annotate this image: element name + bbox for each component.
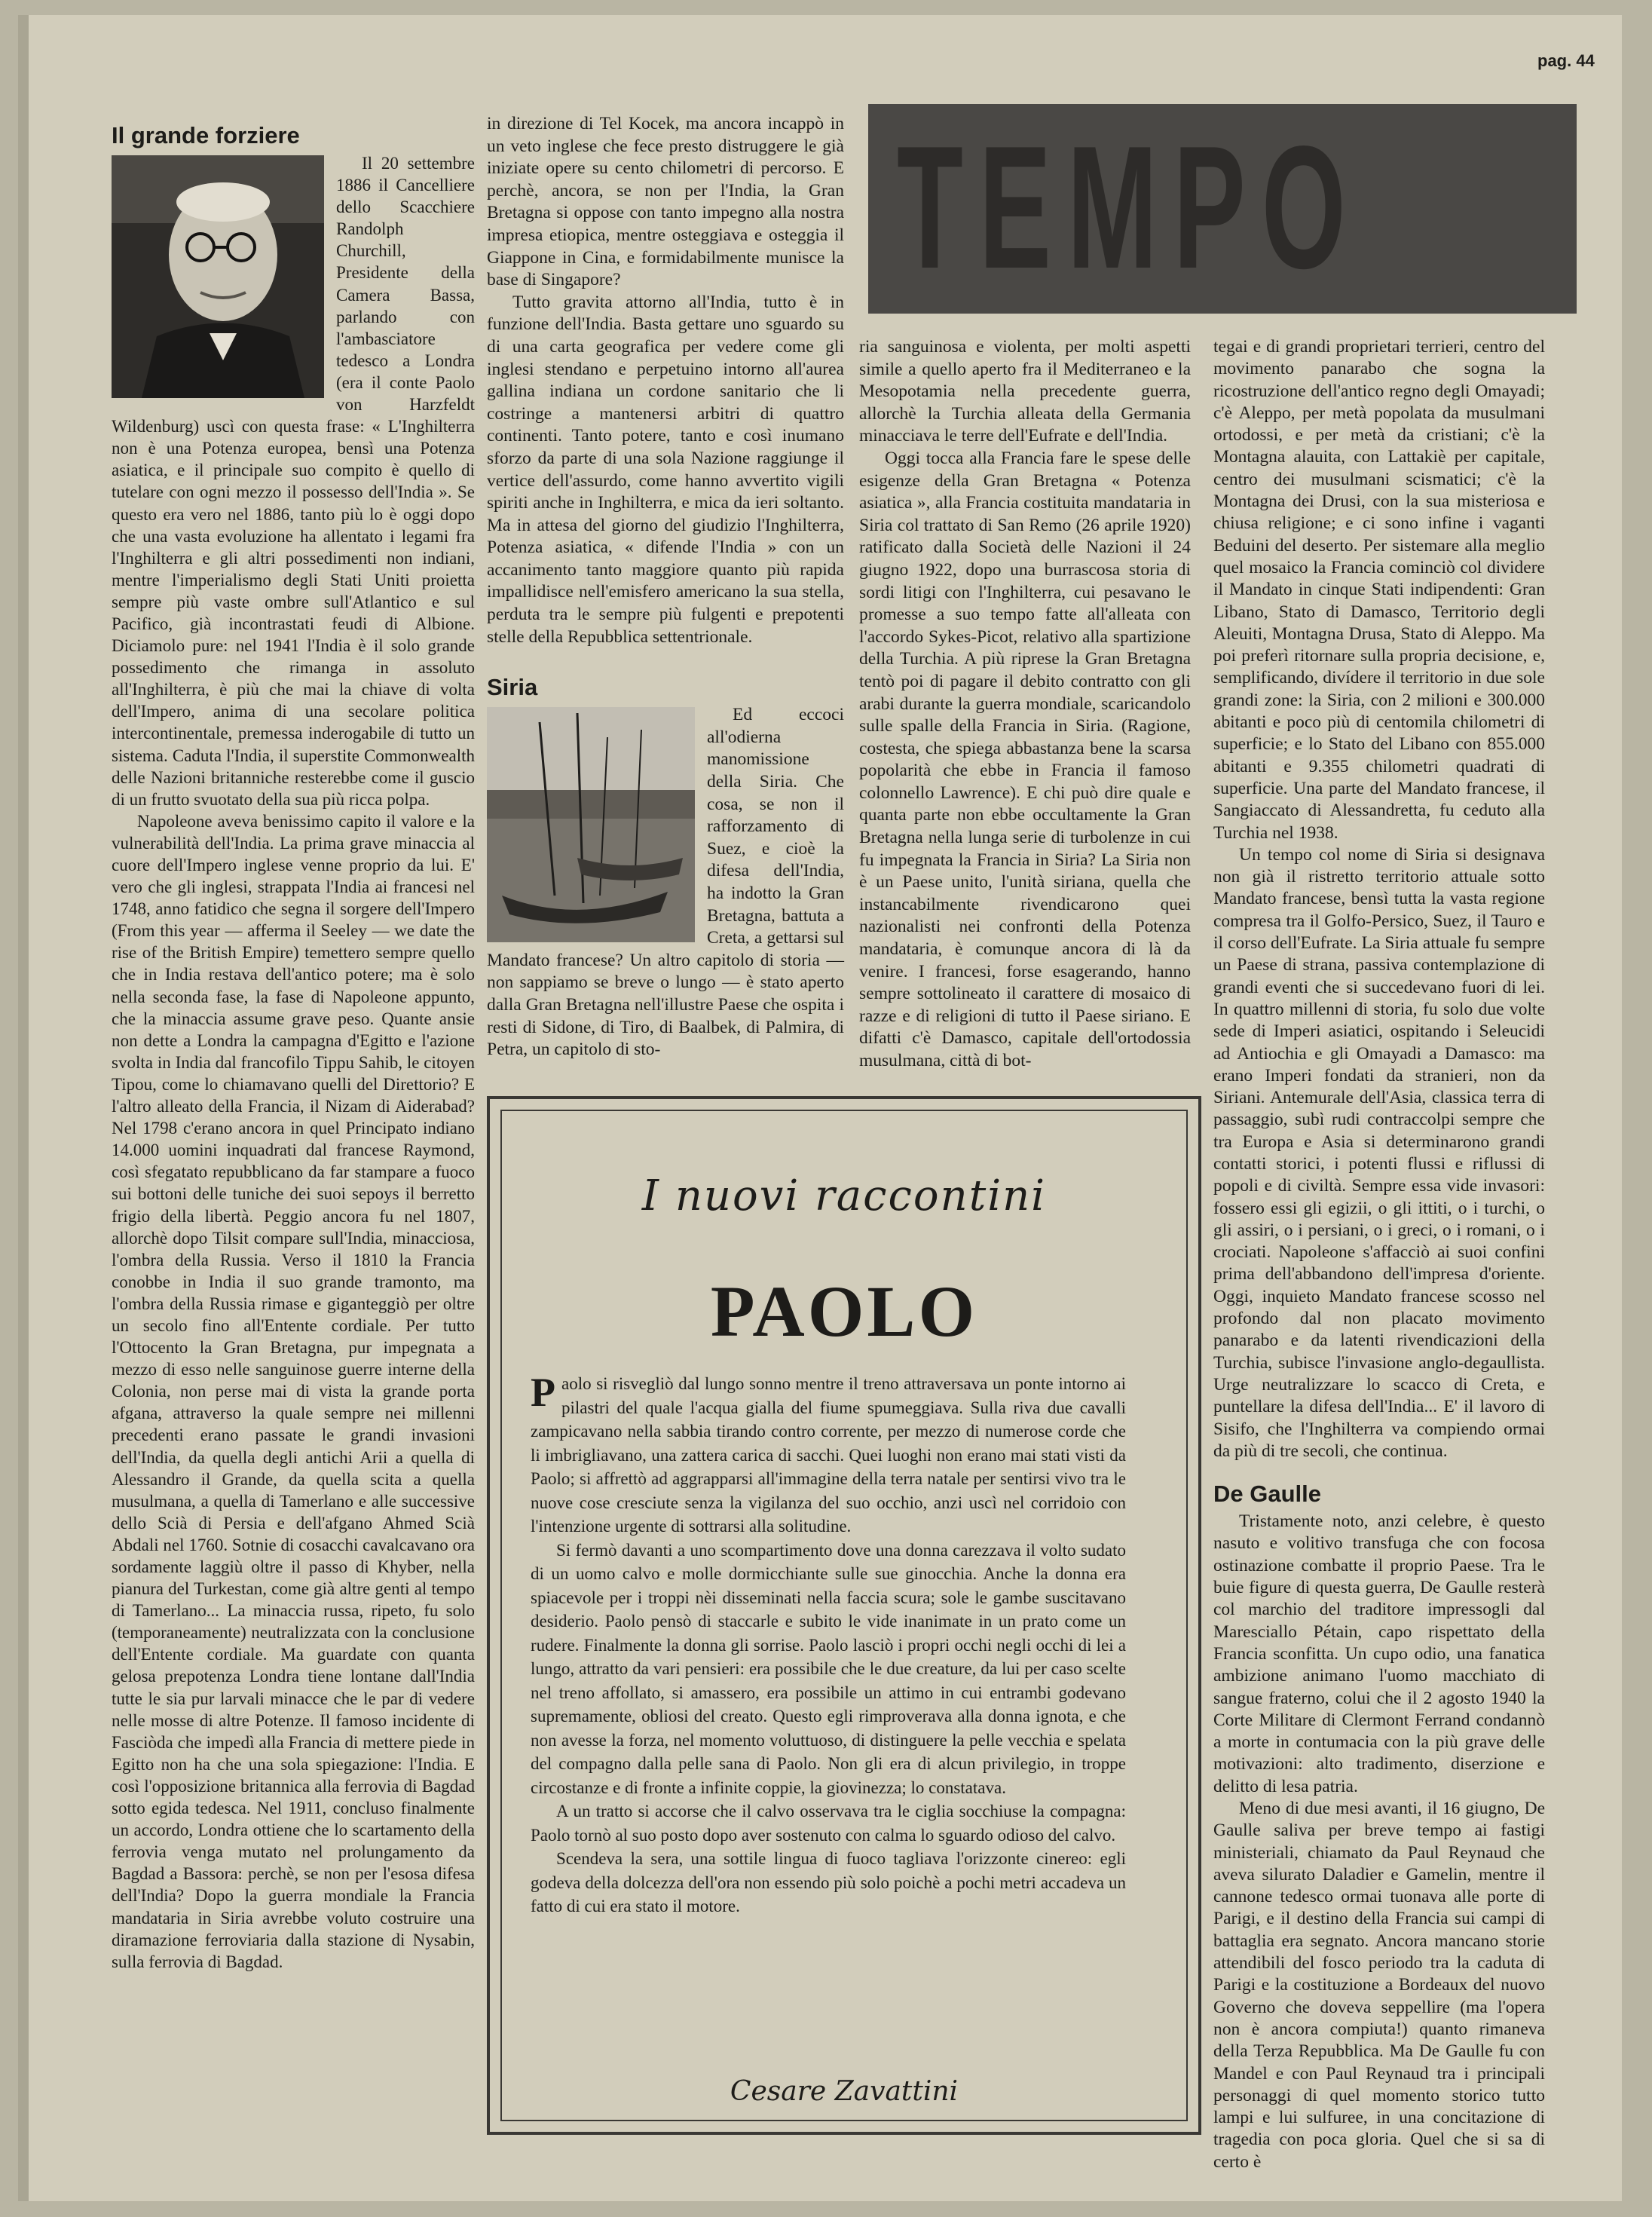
story-text: [531, 1372, 1126, 1918]
col4-degaulle-paragraph-2: Meno di due mesi avanti, il 16 giugno, De Gaulle saliva per breve tempo ai fastigi ministeriali, chiamato da Paul Reynaud che aveva silurato Daladier e Gamelin, mentre il cannone tedesco ormai tuonava alle porte di Parigi, e il destino della Francia sui campi di battaglia era segnato. Ancora mancano storie attendibili del fosco periodo tra la caduta di Parigi e la costituzione a Bordeaux del nuovo Governo che doveva seppellire (ma l'opera non è ancora compiuta!) quanto rimaneva della Terza Repubblica. Ma De Gaulle fu con Mandel e con Paul Reynaud tra i principali personaggi di quel momento storico tutto lampi e lui sulfuree, in una concitazione di tragedia con poca gloria. Quel che si sa di certo è: [1213, 1799, 1545, 2172]
story-box-inner-frame: [500, 1110, 1188, 2121]
tempo-banner: [868, 104, 1577, 314]
column-3: [859, 336, 1191, 1073]
column-2: [487, 113, 844, 1061]
author-signature: Cesare Zavattini: [730, 2076, 959, 2107]
col3-paragraph-2: Oggi tocca alla Francia fare le spese delle esigenze della Gran Bretagna « Potenza asiatica », alla Francia costituita mandataria in Siria col trattato di San Remo (26 aprile 1920) ratificato dalla Società delle Nazioni il 24 giugno 1922, dopo una burrascosa storia di sordi litigi con l'Inghilterra, cui pesavano le promesse a suo tempo fatte all'alleata con l'accordo Sykes-Picot, relativo alla spartizione della Turchia. A più riprese la Gran Bretagna tentò poi di pagare il debito contratto con gli arabi durante la guerra mondiale, scaricandolo sulle spalle della Francia in Siria. (Ragione, costesta, che spiega abbastanza bene la scarsa popolarità che ebbe in Francia il famoso colonnello Lawrence). E chi può dire quale e quanta parte non ebbe occultamente la Gran Bretagna nella lunga serie di turbolenze in cui fu impegnata la Francia in Siria? La Siria non è un Paese unito, l'unità siriana, quella che instancabilmente rivendicarono quei nazionalisti nei confronti della Potenza mandataria, è comunque ancora di là da venire. I francesi, forse esagerando, hanno sempre sottolineato il carattere di mosaico di razze e di religioni di tutto il Paese siriano. E difatti c'è Damasco, capitale dell'ortodossia musulmana, città di bot-: [859, 448, 1191, 1070]
story-paragraph-1: [531, 1372, 1126, 1539]
col4-paragraph-1: tegai e di grandi proprietari terrieri, centro del movimento panarabo che sogna la ricostruzione dell'antico regno degli Omayadi; c'è Aleppo, per metà popolata da musulmani ortodossi, e per metà da cristiani; c'è la Montagna alauita, con Lattakiè per capitale, centro dei musulmani scismatici; c'è la Montagna dei Drusi, con la sua misteriosa e chiusa religione; e ci sono infine i vaganti Beduini del deserto. Per sistemare alla meglio quel mosaico la Francia cominciò col dividere il Mandato in cinque Stati indipendenti: Gran Libano, Stato di Damasco, Territorio degli Aleuiti, Montagna Drusa, Stato di Aleppo. Ma poi preferì ritornare sulla propria decisione, e, semplificando, divídere il territorio in due sole grandi zone: la Siria, con 2 milioni e 300.000 abitanti e poco più di centomila chilometri di superficie; e lo Stato del Libano con 855.000 abitanti e 9.355 chilometri quadrati di superficie. Una parte del Mandato francese, il Sangiaccato di Alessandretta, fu ceduto alla Turchia nel 1938.: [1213, 337, 1545, 843]
col4-degaulle-paragraph-1: Tristamente noto, anzi celebre, è questo nasuto e volitivo transfuga che con focosa ostinazione combatte il proprio Paese. Tra le buie figure di questa guerra, De Gaulle resterà col marchio del traditore impressogli dal Maresciallo Pétain, capo rispettato della Francia sconfitta. Un cupo odio, una fanatica ambizione animano l'uomo macchiato di sangue fraterno, colui che il 2 agosto 1940 la Corte Militare di Clermont Ferrand condannò a morte in contumacia con la più grave delle motivazioni: alto tradimento, diserzione e delitto di lesa patria.: [1213, 1511, 1545, 1796]
story-dropcap: P: [531, 1370, 555, 1415]
story-paragraph-4: Scendeva la sera, una sottile lingua di fuoco tagliava l'orizzonte cinereo: egli godeva della dolcezza dell'ora non essendo più solo poichè a pochi metri accadeva un fatto di cui era stato il motore.: [531, 1849, 1126, 1915]
page-binding-edge: [18, 15, 29, 2201]
col2-paragraph-2: Tutto gravita attorno all'India, tutto è in funzione dell'India. Basta gettare uno sguardo su di una carta geografica per vedere come gli inglesi stendano e perpetuino intorno all'aurea gallina indiana un cordone sanitario che li costringe a mantenersi arbitri di quattro continenti. Tanto potere, tanto e così inumano sforzo da parte di una sola Nazione raggiunge il vertice dell'assurdo, come hanno avvertito vigili spiriti anche in Inghilterra, e mica da ieri soltanto. Ma in attesa del giorno del giudizio l'Inghilterra, Potenza asiatica, « difende l'India » con un accanimento tanto maggiore quanto più rapida impallidisce nell'emisfero americano la sua stella, perduta tra le sempre più fulgenti e prepotenti stelle della Repubblica settentrionale.: [487, 292, 844, 647]
col2-paragraph-siria: Ed eccoci all'odierna manomissione della Siria. Che cosa, se non il rafforzamento di Suez, e cioè la difesa dell'India, ha indotto la Gran Bretagna, battuta a Creta, a gettarsi sul Mandato francese? Un altro capitolo di storia — non sappiamo se breve o lungo — è stato aperto dalla Gran Bretagna nell'illustre Paese che ospita i resti di Sidone, di Tiro, di Baalbek, di Palmira, di Petra, un capitolo di sto-: [487, 705, 844, 1060]
column-4: [1213, 336, 1545, 2173]
col4-paragraph-2: Un tempo col nome di Siria si designava non già il ristretto territorio attuale sotto Mandato francese, bensì tutta la vasta regione compresa tra il Golfo-Persico, Suez, il Tauro e il corso dell'Eufrate. La Siria attuale fu sempre un Paese di strana, passiva contemplazione di grandi eventi che si succedevano fuori di lei. In quattro millenni di storia, fu solo due volte sede di Imperi asiatici, ospitando i Seleucidi ad Antiochia e gli Omayadi a Damasco: ma erano Imperi fondati da stranieri, non da Siriani. Antemurale dell'Asia, classica terra di passaggio, subì rudi contraccolpi sempre che tra Europa e Asia si determinarono grandi contatti storici, i potenti flussi e riflussi di popoli e di civiltà. Sempre essa vide invasori: fossero essi gli egizii, o gli ittiti, o i turchi, o gli assiri, o i persiani, o i greci, o i romani, o i crociati. Napoleone s'affacciò ai suoi confini prima dell'abbandono dell'impresa d'oriente. Oggi, inquieto Mandato francese scosso nel profondo dal non placato movimento panarabo e da latenti rivendicazioni della Turchia, subisce l'invasione anglo-degaullista. Urge neutralizzare lo scacco di Creta, e puntellare la difesa dell'India... E' il lavoro di Sisifo, che l'Inghilterra va compiendo ormai da più di tre secoli, che continua.: [1213, 844, 1545, 1461]
page-number: pag. 44: [1537, 51, 1595, 70]
story-paragraph-1-text: aolo si risvegliò dal lungo sonno mentre il treno attraversava un ponte intorno ai pilastri del quale l'acqua gialla del fiume spumeggiava. Sulla riva due cavalli zampicavano nella sabbia tirando contro corrente, per mezzo di numerose corde che li imbrigliavano, una zattera carica di sacchi. Quei luoghi non erano mai stati visti da Paolo; si affrettò ad aggrapparsi all'immagine della terra natale per sentirsi vivo tra le nuove cose cresciute senza la vigilanza del suo occhio, anzi uscì nel corridoio con l'intenzione urgente di sottrarsi alla solitudine.: [531, 1374, 1126, 1536]
story-paragraph-3: A un tratto si accorse che il calvo osservava tra le ciglia socchiuse la compagna: Paolo tornò al suo posto dopo aver sostenuto con calma lo sguardo odioso del calvo.: [531, 1802, 1126, 1845]
harbor-image: [487, 707, 695, 942]
story-rubric: I nuovi raccontini: [641, 1171, 1047, 1220]
story-paragraph-2: Si fermò davanti a uno scompartimento dove una donna carezzava il volto sudato di un uomo calvo e molle dormicchiante sulle sue ginocchia. Anche la donna era spiacevole per i troppi nèi disseminati nella faccia scura; sole le gambe suscitavano desiderio. Paolo pensò di staccarle e subito le vide inanimate in un prato come un rudere. Finalmente la donna gli sorrise. Paolo lasciò i propri occhi negli occhi di lei a lungo, attratto da vari pensieri: era possibile che le due creature, da lui per caso scelte nel treno affollato, si amassero, era possibile un attimo in cui entrambi godevano supremamente, obliosi del creato. Questo egli rimproverava alla donna ignota, e che non avesse la forza, nel momento voluttuoso, di distinguere la pelle vecchia e spelata del compagno dalla pelle sana di Paolo. Non gli era di alcun privilegio, in troppe circostanze e di fronte a infinite coppie, la giovinezza; lo constatava.: [531, 1540, 1126, 1797]
col2-paragraph-1: in direzione di Tel Kocek, ma ancora incappò in un veto inglese che fece presto distruggere le già iniziate opere su cento chilometri di percorso. E perchè, ancora, se non per l'India, la Gran Bretagna si oppose con tanto impegno alla nostra impresa etiopica, mentre osteggiava e osteggia il Giappone in Cina, e formidabilmente munisce la base di Singapore?: [487, 114, 844, 290]
churchill-photo: [112, 155, 324, 398]
syria-harbor-photo: [487, 707, 695, 942]
heading-il-grande-forziere: Il grande forziere: [112, 122, 300, 149]
heading-de-gaulle: De Gaulle: [1213, 1481, 1321, 1508]
story-title: PAOLO: [710, 1271, 978, 1352]
heading-siria: Siria: [487, 674, 538, 701]
col3-paragraph-1: ria sanguinosa e violenta, per molti aspetti simile a quello aperto fra il Mediterraneo e la Mesopotamia nella precedente guerra, allorchè la Turchia alleata della Germania minacciava le terre dell'Eufrate e dell'India.: [859, 337, 1191, 446]
col1-paragraph-1: Il 20 settembre 1886 il Cancelliere dello Scacchiere Randolph Churchill, Presidente della Camera Bassa, parlando con l'ambasciatore tedesco a Londra (era il conte Paolo von Harzfeldt Wildenburg) uscì con questa frase: « L'Inghilterra non è una Potenza europea, bensì una Potenza asiatica, e il principale suo compito è quello di tutelare con ogni mezzo il possesso dell'India ». Se questo era vero nel 1886, tanto più lo è oggi dopo che una vasta evoluzione ha allentato i legami fra l'Inghilterra e gli altri possedimenti non indiani, mentre l'imperialismo degli Stati Uniti proietta sempre più vaste ombre sull'Atlantico e sul Pacifico, già incontrastati feudi di Albione. Diciamolo pure: nel 1941 l'India è il solo grande possedimento che rimanga in assoluto all'Inghilterra, è più che mai la chiave di volta dell'Impero, anima di una secolare politica intercontinentale, premessa inderogabile di tutto un sistema. Caduta l'India, il superstite Commonwealth delle Nazioni britanniche resterebbe come il guscio di un frutto svuotato della sua più ricca polpa.: [112, 154, 475, 809]
churchill-portrait-image: [112, 155, 324, 398]
story-box: [487, 1096, 1201, 2135]
col1-paragraph-2: Napoleone aveva benissimo capito il valore e la vulnerabilità dell'India. La prima grave minaccia al cuore dell'Impero inglese venne proprio da lui. E' vero che gli inglesi, strappata l'India ai francesi nel 1748, anno fatidico che segna il sorgere dell'Impero (From this year — afferma il Seeley — we date the rise of the British Empire) temettero sempre quello che in India restava dell'antico potere; ma è solo nella seconda fase, la fase di Napoleone appunto, che la minaccia assume grave peso. Quante ansie non dette a Londra la campagna d'Egitto e l'azione svolta in India dal francofilo Tippu Sahib, le citoyen Tipou, come lo chiamavano quelli del Direttorio? E l'altro alleato della Francia, il Nizam di Aiderabad? Nel 1798 c'erano ancora in quel Principato indiano 14.000 uomini inquadrati dal francese Raymond, così sfegatato repubblicano da far stampare a fuoco sui bottoni delle tuniche dei suoi sepoys il berretto frigio della libertà. Peggio ancora fu nel 1807, allorchè dopo Tilsit compare sull'India, minacciosa, l'ombra della Russia. Verso il 1810 la Francia conobbe in India il suo grande tramonto, ma l'ombra della Russia rimase e giganteggiò per oltre un secolo fino all'Entente cordiale. Per tutto l'Ottocento la Gran Bretagna, pur impegnata a mezzo di esso nelle sanguinose guerre interne della Colonia, non perse mai di vista la grande porta afgana, attraverso la quale sempre nei millenni precedenti erano passate le grandi invasioni dell'India, da quella degli antichi Arii a quella di Alessandro il Grande, da quella scita a quella musulmana, a quella di Tamerlano e alle successive dello Scià di Persia e dell'afgano Ahmed Scià Abdali nel 1760. Sotnie di cosacchi cavalcavano ora sordamente laggiù oltre il passo di Khyber, nella pianura del Turkestan, come già altre genti al tempo di Tamerlano... La minaccia russa, ripeto, fu solo (temporaneamente) neutralizzata con la conclusione dell'Entente cordiale. Ma guardate con quanta gelosa prepotenza Londra tiene lontane dall'India tutte le sia pur larvali minacce che le par di vedere nelle mosse di altre Potenze. Il famoso incidente di Fasciòda che impedì alla Francia di mettere piede in Egitto non ha che una sola spiegazione: l'India. E così l'opposizione britannica alla ferrovia di Bagdad sotto egida tedesca. Nel 1911, concluso finalmente un accordo, Londra ottiene che lo scartamento della ferrovia venga mutato nel prolungamento da Bagdad a Bassora: perchè, se non per l'esosa difesa dell'India? Dopo la guerra mondiale la Francia mandataria in Siria avrebbe voluto costruire una diramazione ferroviaria dalla stazione di Nysabin, sulla ferrovia di Bagdad.: [112, 811, 475, 1971]
banner-title: TEMPO: [897, 110, 1362, 305]
column-1: [112, 119, 475, 1973]
